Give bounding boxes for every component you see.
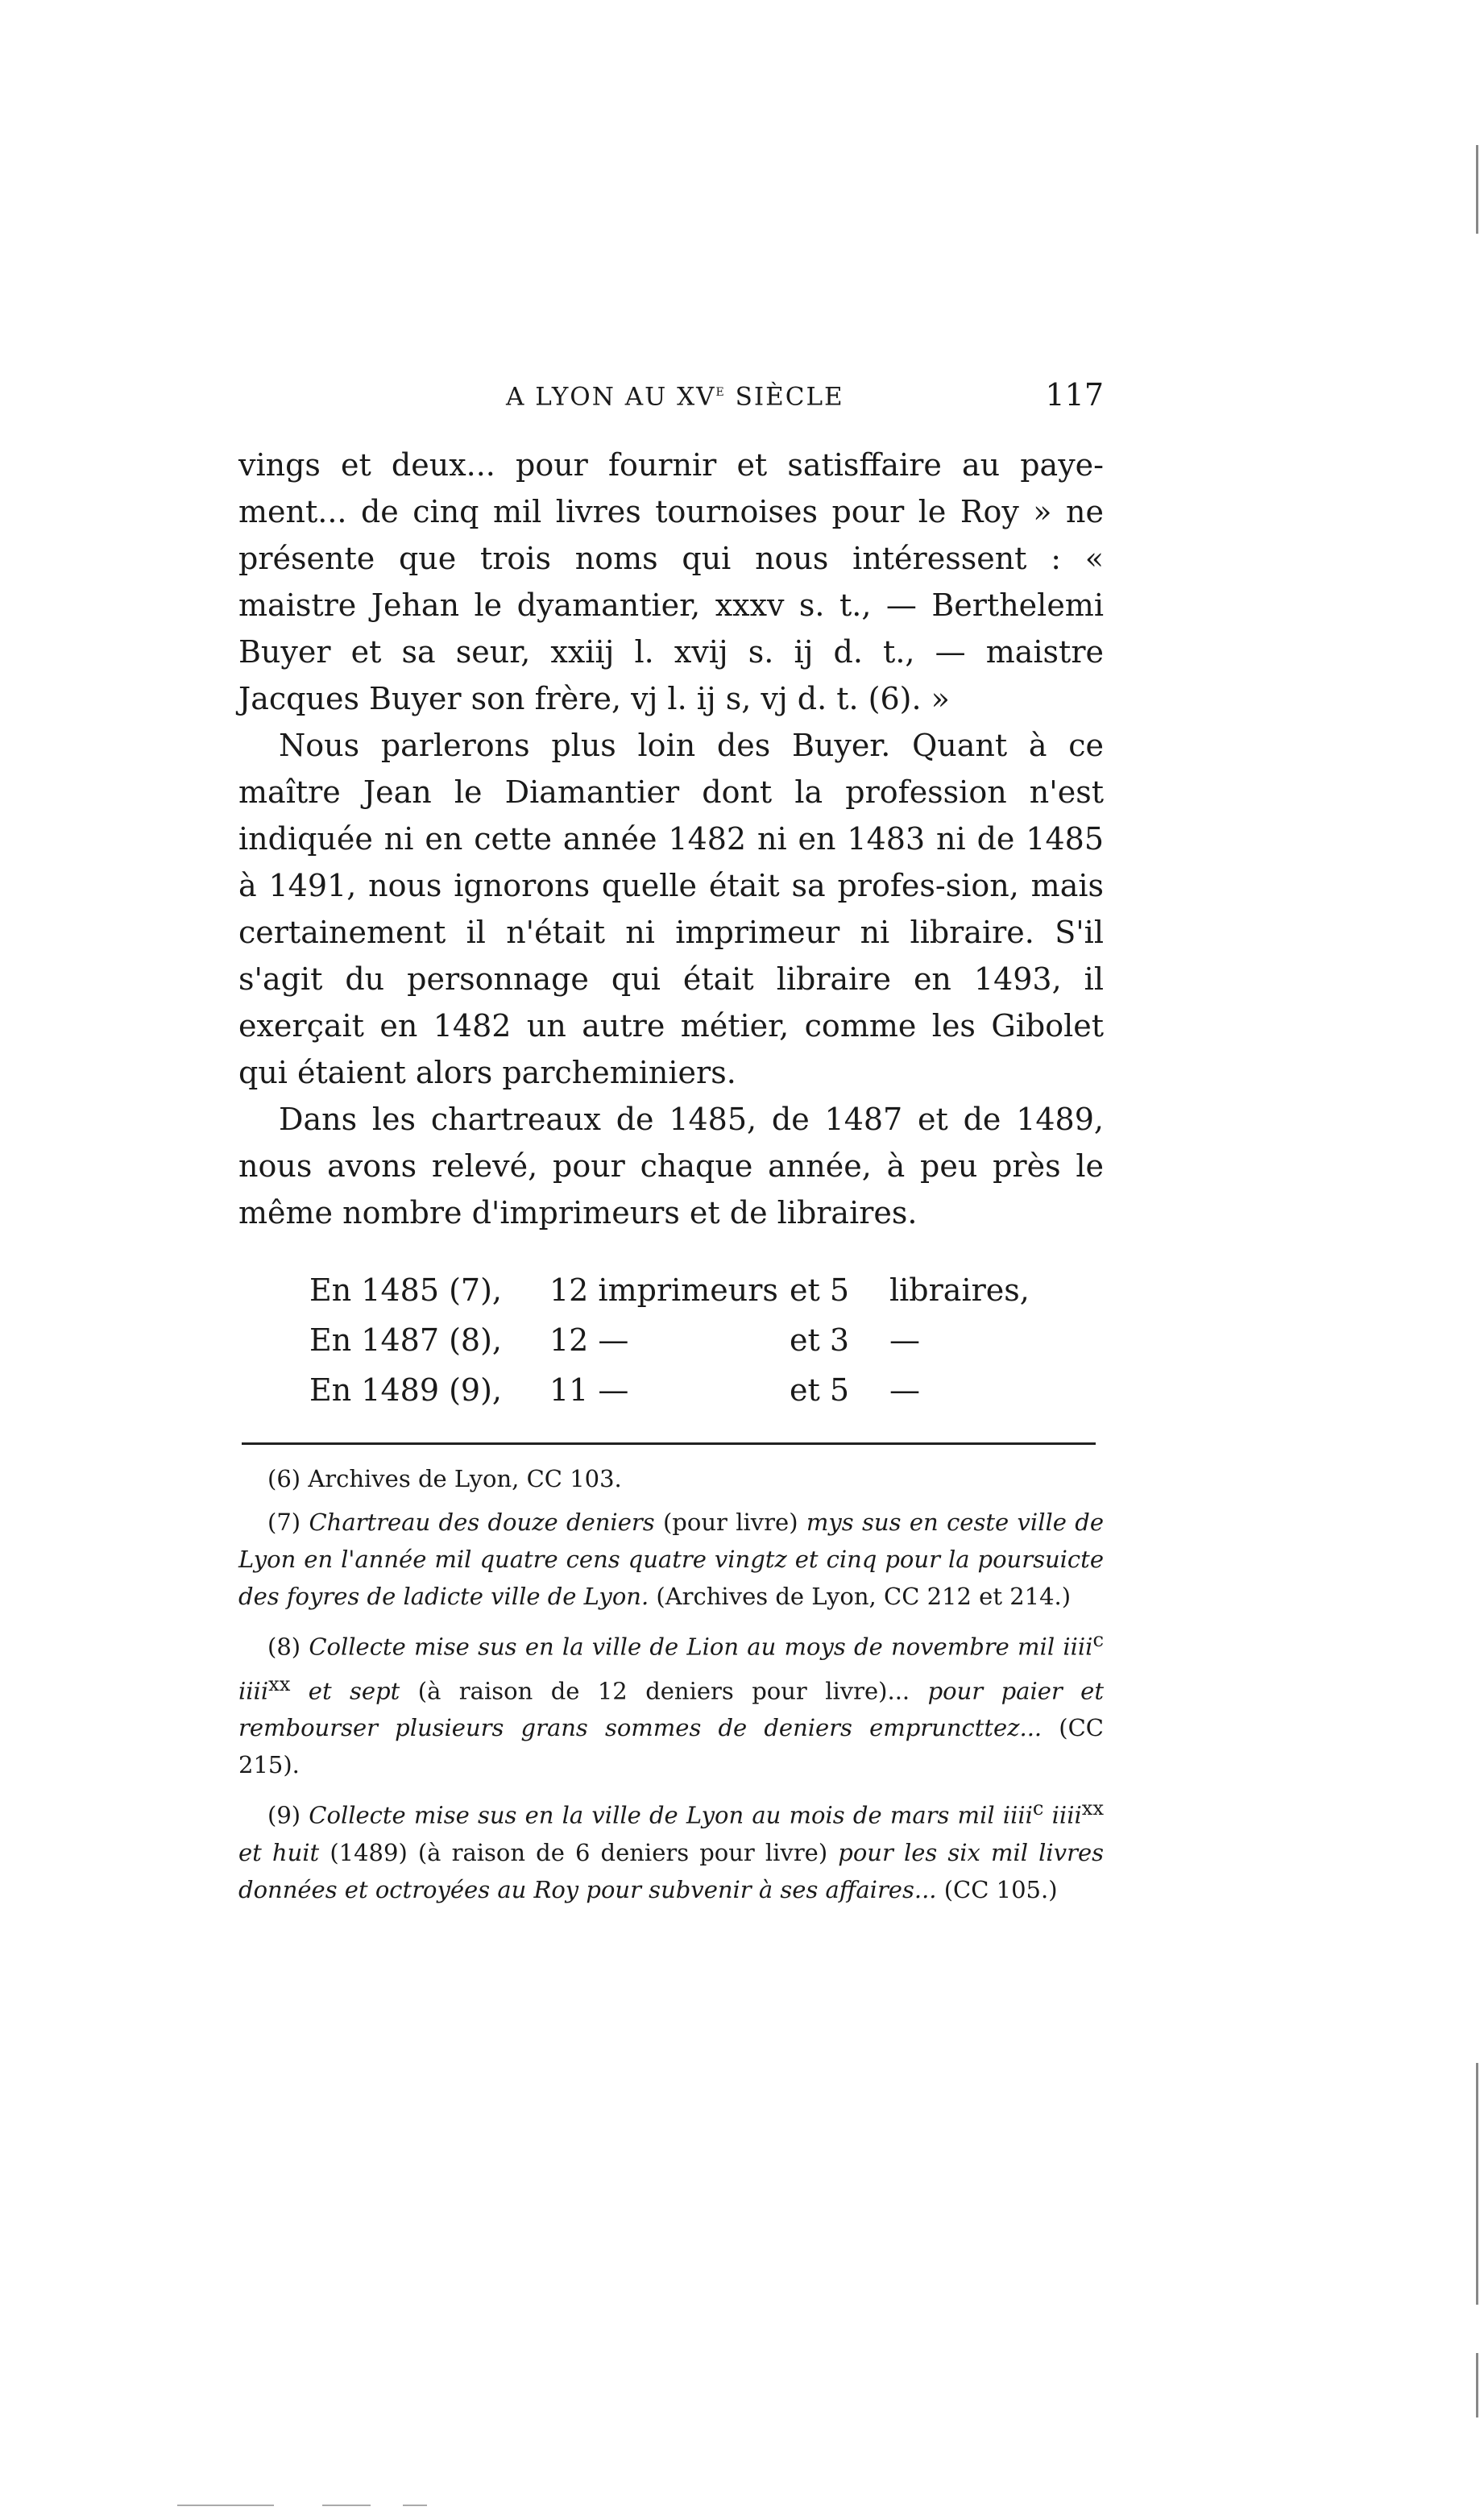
running-title-tail: SIÈCLE [725, 382, 844, 412]
footnote-sup: c [1092, 1629, 1104, 1651]
stat-year: En 1487 (8), [309, 1322, 502, 1358]
footnote-7 [238, 1504, 1104, 1615]
footnote-9 [238, 1790, 1104, 1908]
footnote-number: (7) [267, 1509, 309, 1536]
stat-booksellers-label: — [889, 1372, 920, 1408]
scan-margin-line [1476, 145, 1478, 234]
footnote-number: (9) [267, 1801, 309, 1829]
footnote-sup: xx [1081, 1797, 1105, 1820]
footnote-plain: (Archives de Lyon, CC 212 et 214.) [649, 1583, 1072, 1610]
stat-booksellers-count: et 3 [790, 1322, 850, 1358]
footnote-6: (6) Archives de Lyon, CC 103. [267, 1465, 622, 1492]
scan-bottom-edge [322, 2505, 371, 2506]
footnote-italic: iiii [238, 1677, 269, 1705]
page-number: 117 [1045, 377, 1104, 413]
stat-row-1485 [309, 1265, 1034, 1315]
footnote-separator [242, 1442, 1096, 1445]
running-title-text: A LYON AU XV [506, 382, 716, 412]
stat-printers: 12 — [549, 1322, 629, 1358]
footnotes [238, 1460, 1104, 1915]
statistics-table [309, 1265, 1034, 1415]
footnote-plain: (à raison de 12 deniers pour livre)... [400, 1677, 928, 1705]
footnote-italic: iiii [1043, 1801, 1082, 1829]
scan-bottom-edge [177, 2505, 274, 2506]
paragraph-2: Nous parlerons plus loin des Buyer. Quant à ce maître Jean le Diamantier dont la profession n'est indiquée ni en cette année 1482 ni en 1483 ni de 1485 à 1491, nous ignorons quelle était sa profes-sion, mais certainement il n'était ni imprimeur ni libraire. S'il s'agit du personnage qui était libraire en 1493, il exerçait en 1482 un autre métier, comme les Gibolet qui étaient alors parcheminiers. [238, 728, 1104, 1090]
footnote-sup: c [1032, 1797, 1044, 1820]
footnote-plain: (CC 215). [238, 1714, 1104, 1779]
stat-row-1487 [309, 1315, 1034, 1365]
footnote-number: (8) [267, 1633, 309, 1661]
page-header [238, 377, 1104, 425]
paragraph-3: Dans les chartreaux de 1485, de 1487 et de 1489, nous avons relevé, pour chaque année, à peu près le même nombre d'imprimeurs et de libraires. [238, 1102, 1104, 1231]
footnote-italic: et huit [238, 1838, 320, 1866]
stat-booksellers-label: — [889, 1322, 920, 1358]
body-text [238, 442, 1104, 1236]
footnote-italic: Collecte mise sus en la ville de Lyon au mois de mars mil iiii [309, 1801, 1033, 1829]
footnote-italic: mys sus en ceste ville de Lyon en l'année mil quatre cens quatre vingtz et cinq pour la poursuicte des foyres de ladicte ville de Lyon. [238, 1509, 1105, 1610]
stat-printers: 11 — [549, 1372, 629, 1408]
footnote-italic: pour paier et rembourser plusieurs grans sommes de deniers empruncttez... [238, 1677, 1105, 1742]
stat-row-1489 [309, 1365, 1034, 1415]
stat-printers: 12 imprimeurs [549, 1272, 778, 1308]
footnote-italic: et sept [290, 1677, 400, 1705]
stat-booksellers-count: et 5 [790, 1372, 850, 1408]
footnote-plain: (CC 105.) [936, 1875, 1058, 1903]
footnote-plain: (1489) (à raison de 6 deniers pour livre) [319, 1838, 839, 1866]
footnote-italic: Chartreau des douze deniers [309, 1509, 655, 1536]
paragraph-1: vings et deux... pour fournir et satisffaire au paye-ment... de cinq mil livres tournoises pour le Roy » ne présente que trois noms qui nous intéressent : « maistre Jehan le dyamantier, xxxv s. t., — Berthelemi Buyer et sa seur, xxiij l. xvij s. ij d. t., — maistre Jacques Buyer son frère, vj l. ij s, vj d. t. (6). » [238, 447, 1104, 716]
running-title [506, 380, 844, 411]
footnote-italic: Collecte mise sus en la ville de Lion au moys de novembre mil iiii [309, 1633, 1093, 1661]
footnote-italic: pour les six mil livres données et octroyées au Roy pour subvenir à ses affaires... [238, 1838, 1104, 1903]
scan-margin-line [1476, 2063, 1478, 2305]
stat-year: En 1485 (7), [309, 1272, 502, 1308]
stat-booksellers-count: et 5 [790, 1272, 850, 1308]
scan-bottom-edge [403, 2505, 427, 2506]
footnote-sup: xx [268, 1672, 291, 1695]
scan-margin-line [1476, 2353, 1478, 2417]
stat-year: En 1489 (9), [309, 1372, 502, 1408]
footnote-8 [238, 1621, 1104, 1783]
running-title-sup: e [715, 380, 726, 400]
footnote-plain: (pour livre) [654, 1509, 806, 1536]
stat-booksellers-label: libraires, [889, 1272, 1030, 1308]
